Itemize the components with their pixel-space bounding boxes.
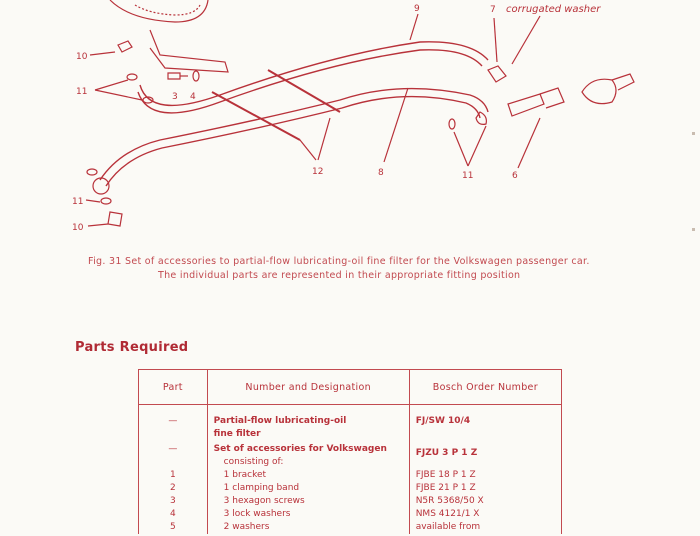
- table-row: [139, 508, 562, 521]
- cell-part: —: [139, 441, 208, 469]
- header-part: Part: [139, 370, 208, 405]
- cell-order: NMS 4121/1 X: [409, 508, 561, 521]
- page-edge-mark: [692, 228, 695, 231]
- cell-designation: 1 bracket: [207, 469, 409, 482]
- cell-designation: [207, 441, 409, 469]
- diagram-label-12: 12: [312, 167, 324, 177]
- cell-order: FJBE 21 P 1 Z: [409, 482, 561, 495]
- cell-part: 4: [139, 508, 208, 521]
- diagram-label-11-right: 11: [462, 171, 474, 181]
- section-title: Parts Required: [75, 340, 189, 355]
- cell-part: —: [139, 405, 208, 442]
- diagram-label-corrugated-washer: corrugated washer: [506, 4, 601, 15]
- cell-designation: 3 hexagon screws: [207, 495, 409, 508]
- figure-caption: [88, 255, 648, 283]
- table-header-row: [139, 370, 562, 405]
- header-designation: Number and Designation: [207, 370, 409, 405]
- diagram-label-6: 6: [512, 171, 518, 181]
- table-row: [139, 469, 562, 482]
- cell-designation: 1 clamping band: [207, 482, 409, 495]
- table-row: [139, 441, 562, 469]
- diagram-label-11-bottom: 11: [72, 197, 84, 207]
- caption-line-2: The individual parts are represented in their appropriate fitting position: [158, 270, 521, 281]
- table-row: [139, 405, 562, 442]
- table-row: [139, 482, 562, 495]
- cell-part: 3: [139, 495, 208, 508]
- table-row: [139, 495, 562, 508]
- designation-line: Set of accessories for Volkswagen: [213, 444, 387, 454]
- cell-part: 2: [139, 482, 208, 495]
- parts-diagram: [0, 0, 700, 240]
- cell-order: N5R 5368/50 X: [409, 495, 561, 508]
- bracket: [150, 30, 228, 72]
- union-6: [508, 94, 544, 116]
- caption-line-1: Fig. 31 Set of accessories to partial-flow lubricating-oil fine filter for the Volkswagen passenger car.: [88, 256, 590, 267]
- cell-order: FJZU 3 P 1 Z: [409, 441, 561, 469]
- designation-line: fine filter: [213, 429, 261, 439]
- cell-order: available from: [409, 521, 561, 534]
- diagram-label-4: 4: [190, 92, 196, 102]
- diagram-label-8: 8: [378, 168, 384, 178]
- cell-order: FJ/SW 10/4: [409, 405, 561, 442]
- page-edge-mark: [692, 132, 695, 135]
- diagram-label-9: 9: [414, 4, 420, 14]
- cell-part: 5: [139, 521, 208, 534]
- cell-designation: 3 lock washers: [207, 508, 409, 521]
- table-row: [139, 521, 562, 534]
- designation-line: consisting of:: [223, 457, 284, 467]
- diagram-label-3: 3: [172, 92, 178, 102]
- designation-line: Partial-flow lubricating-oil: [213, 416, 347, 426]
- diagram-label-10-top: 10: [76, 52, 88, 62]
- hose-8: [100, 89, 488, 180]
- diagram-label-11-left: 11: [76, 87, 88, 97]
- cell-order: FJBE 18 P 1 Z: [409, 469, 561, 482]
- header-order-number: Bosch Order Number: [409, 370, 561, 405]
- cell-designation: [207, 405, 409, 442]
- cell-part: 1: [139, 469, 208, 482]
- diagram-label-10-bottom: 10: [72, 223, 84, 233]
- diagram-label-7: 7: [490, 5, 496, 15]
- cell-designation: 2 washers: [207, 521, 409, 534]
- parts-table: [138, 369, 562, 534]
